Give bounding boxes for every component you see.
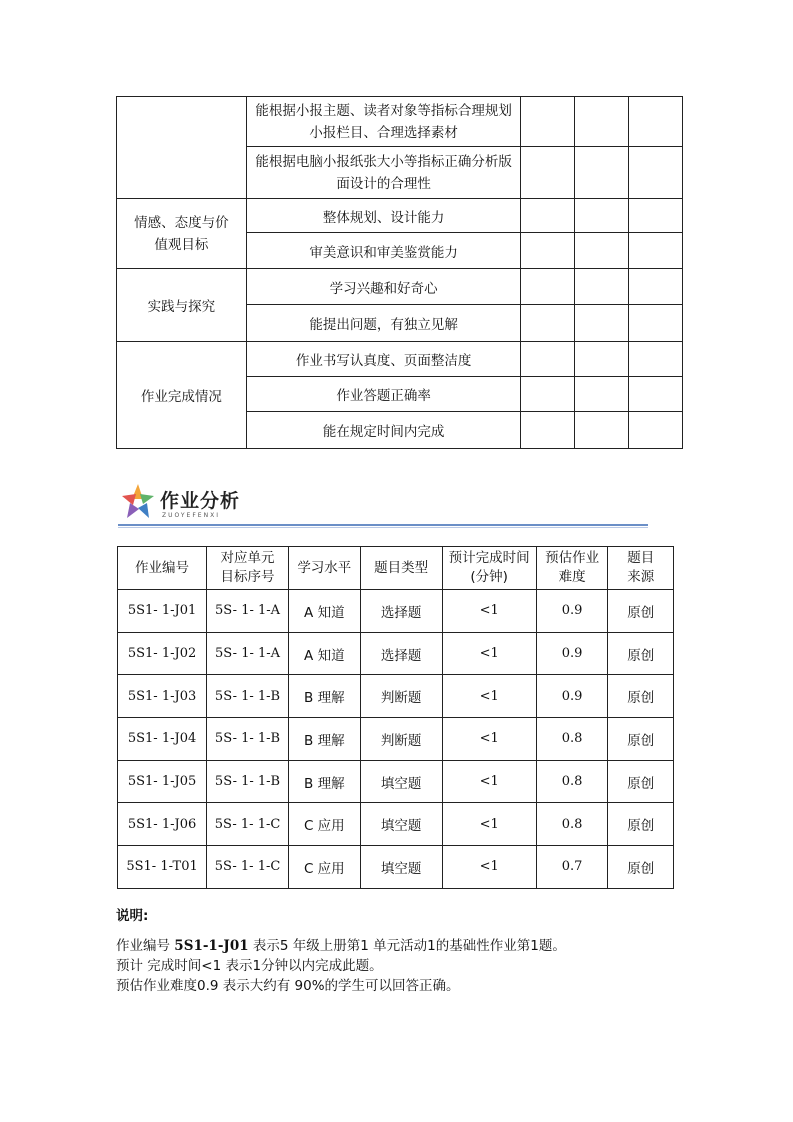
score-cell [521,342,575,377]
banner-divider [118,524,648,526]
work-id-cell: 5S1- 1-J06 [118,803,207,846]
column-header: 预估作业难度 [536,547,608,590]
table-row [117,342,683,377]
table-row [118,590,674,633]
question-type-cell: 判断题 [360,718,442,761]
score-cell [575,412,629,449]
question-type-cell: 填空题 [360,803,442,846]
score-cell [629,233,683,269]
difficulty-cell: 0.8 [536,803,608,846]
category-cell: 实践与探究 [117,269,247,342]
learning-level-cell: C 应用 [288,803,360,846]
score-cell [575,97,629,147]
column-header: 题目类型 [360,547,442,590]
question-type-cell: 选择题 [360,632,442,675]
difficulty-cell: 0.8 [536,718,608,761]
learning-level-cell: A 知道 [288,590,360,633]
table-row [117,269,683,305]
indicator-cell: 能在规定时间内完成 [246,412,521,449]
source-cell: 原创 [608,846,674,889]
table-row [118,803,674,846]
table-row [117,97,683,147]
indicator-cell: 作业书写认真度、页面整洁度 [246,342,521,377]
indicator-cell: 能提出问题，有独立见解 [246,305,521,342]
score-cell [629,305,683,342]
column-header: 预计完成时间(分钟) [442,547,536,590]
time-cell: <1 [442,590,536,633]
notes-title: 说明: [116,908,149,924]
score-cell [575,199,629,233]
score-cell [575,377,629,412]
category-cell [117,97,247,199]
notes-line [116,936,566,956]
star-logo-icon [118,482,158,522]
score-cell [575,147,629,199]
score-cell [575,269,629,305]
unit-target-cell: 5S- 1- 1-C [207,846,289,889]
column-header: 对应单元目标序号 [207,547,289,590]
difficulty-cell: 0.9 [536,632,608,675]
table-row [118,846,674,889]
table-row [118,760,674,803]
time-cell: <1 [442,846,536,889]
source-cell: 原创 [608,803,674,846]
column-header: 题目来源 [608,547,674,590]
source-cell: 原创 [608,590,674,633]
table-row [117,199,683,233]
table-row [118,632,674,675]
score-cell [629,342,683,377]
unit-target-cell: 5S- 1- 1-B [207,760,289,803]
score-cell [575,305,629,342]
analysis-table [117,546,674,889]
score-cell [629,199,683,233]
work-id-cell: 5S1- 1-T01 [118,846,207,889]
source-cell: 原创 [608,632,674,675]
work-id-cell: 5S1- 1-J03 [118,675,207,718]
learning-level-cell: A 知道 [288,632,360,675]
category-cell: 情感、态度与价值观目标 [117,199,247,269]
score-cell [521,305,575,342]
score-cell [629,97,683,147]
indicator-cell: 学习兴趣和好奇心 [246,269,521,305]
indicator-cell: 能根据电脑小报纸张大小等指标正确分析版面设计的合理性 [246,147,521,199]
time-cell: <1 [442,632,536,675]
score-cell [575,233,629,269]
notes-code: 5S1-1-J01 [174,938,249,954]
indicator-cell: 整体规划、设计能力 [246,199,521,233]
banner-subtitle: ZUOYEFENXI [162,512,220,519]
unit-target-cell: 5S- 1- 1-A [207,632,289,675]
score-cell [575,342,629,377]
notes-section [116,906,566,996]
score-cell [521,97,575,147]
column-header: 作业编号 [118,547,207,590]
notes-text: 表示5 年级上册第1 单元活动1的基础性作业第1题。 [248,938,566,954]
score-cell [629,269,683,305]
unit-target-cell: 5S- 1- 1-A [207,590,289,633]
score-cell [521,269,575,305]
unit-target-cell: 5S- 1- 1-B [207,675,289,718]
score-cell [629,147,683,199]
source-cell: 原创 [608,718,674,761]
difficulty-cell: 0.9 [536,590,608,633]
difficulty-cell: 0.9 [536,675,608,718]
learning-level-cell: B 理解 [288,675,360,718]
table-row [118,675,674,718]
time-cell: <1 [442,803,536,846]
work-id-cell: 5S1- 1-J04 [118,718,207,761]
indicator-cell: 审美意识和审美鉴赏能力 [246,233,521,269]
notes-line: 预估作业难度0.9 表示大约有 90%的学生可以回答正确。 [116,978,460,994]
indicator-cell: 能根据小报主题、读者对象等指标合理规划小报栏目、合理选择素材 [246,97,521,147]
difficulty-cell: 0.7 [536,846,608,889]
unit-target-cell: 5S- 1- 1-C [207,803,289,846]
score-cell [629,412,683,449]
score-cell [521,147,575,199]
learning-level-cell: C 应用 [288,846,360,889]
work-id-cell: 5S1- 1-J05 [118,760,207,803]
indicator-cell: 作业答题正确率 [246,377,521,412]
score-cell [521,233,575,269]
difficulty-cell: 0.8 [536,760,608,803]
score-cell [521,377,575,412]
score-cell [629,377,683,412]
section-banner [118,482,648,532]
notes-text: 作业编号 [116,938,175,954]
category-cell: 作业完成情况 [117,342,247,449]
column-header: 学习水平 [288,547,360,590]
question-type-cell: 填空题 [360,846,442,889]
unit-target-cell: 5S- 1- 1-B [207,718,289,761]
learning-level-cell: B 理解 [288,760,360,803]
question-type-cell: 选择题 [360,590,442,633]
work-id-cell: 5S1- 1-J01 [118,590,207,633]
question-type-cell: 填空题 [360,760,442,803]
source-cell: 原创 [608,675,674,718]
work-id-cell: 5S1- 1-J02 [118,632,207,675]
time-cell: <1 [442,675,536,718]
banner-title: 作业分析 [160,490,241,512]
evaluation-table [116,96,683,449]
time-cell: <1 [442,760,536,803]
score-cell [521,412,575,449]
score-cell [521,199,575,233]
learning-level-cell: B 理解 [288,718,360,761]
table-row [118,718,674,761]
banner-divider [118,527,648,528]
source-cell: 原创 [608,760,674,803]
header-row [118,547,674,590]
question-type-cell: 判断题 [360,675,442,718]
notes-line: 预计 完成时间<1 表示1分钟以内完成此题。 [116,958,383,974]
time-cell: <1 [442,718,536,761]
